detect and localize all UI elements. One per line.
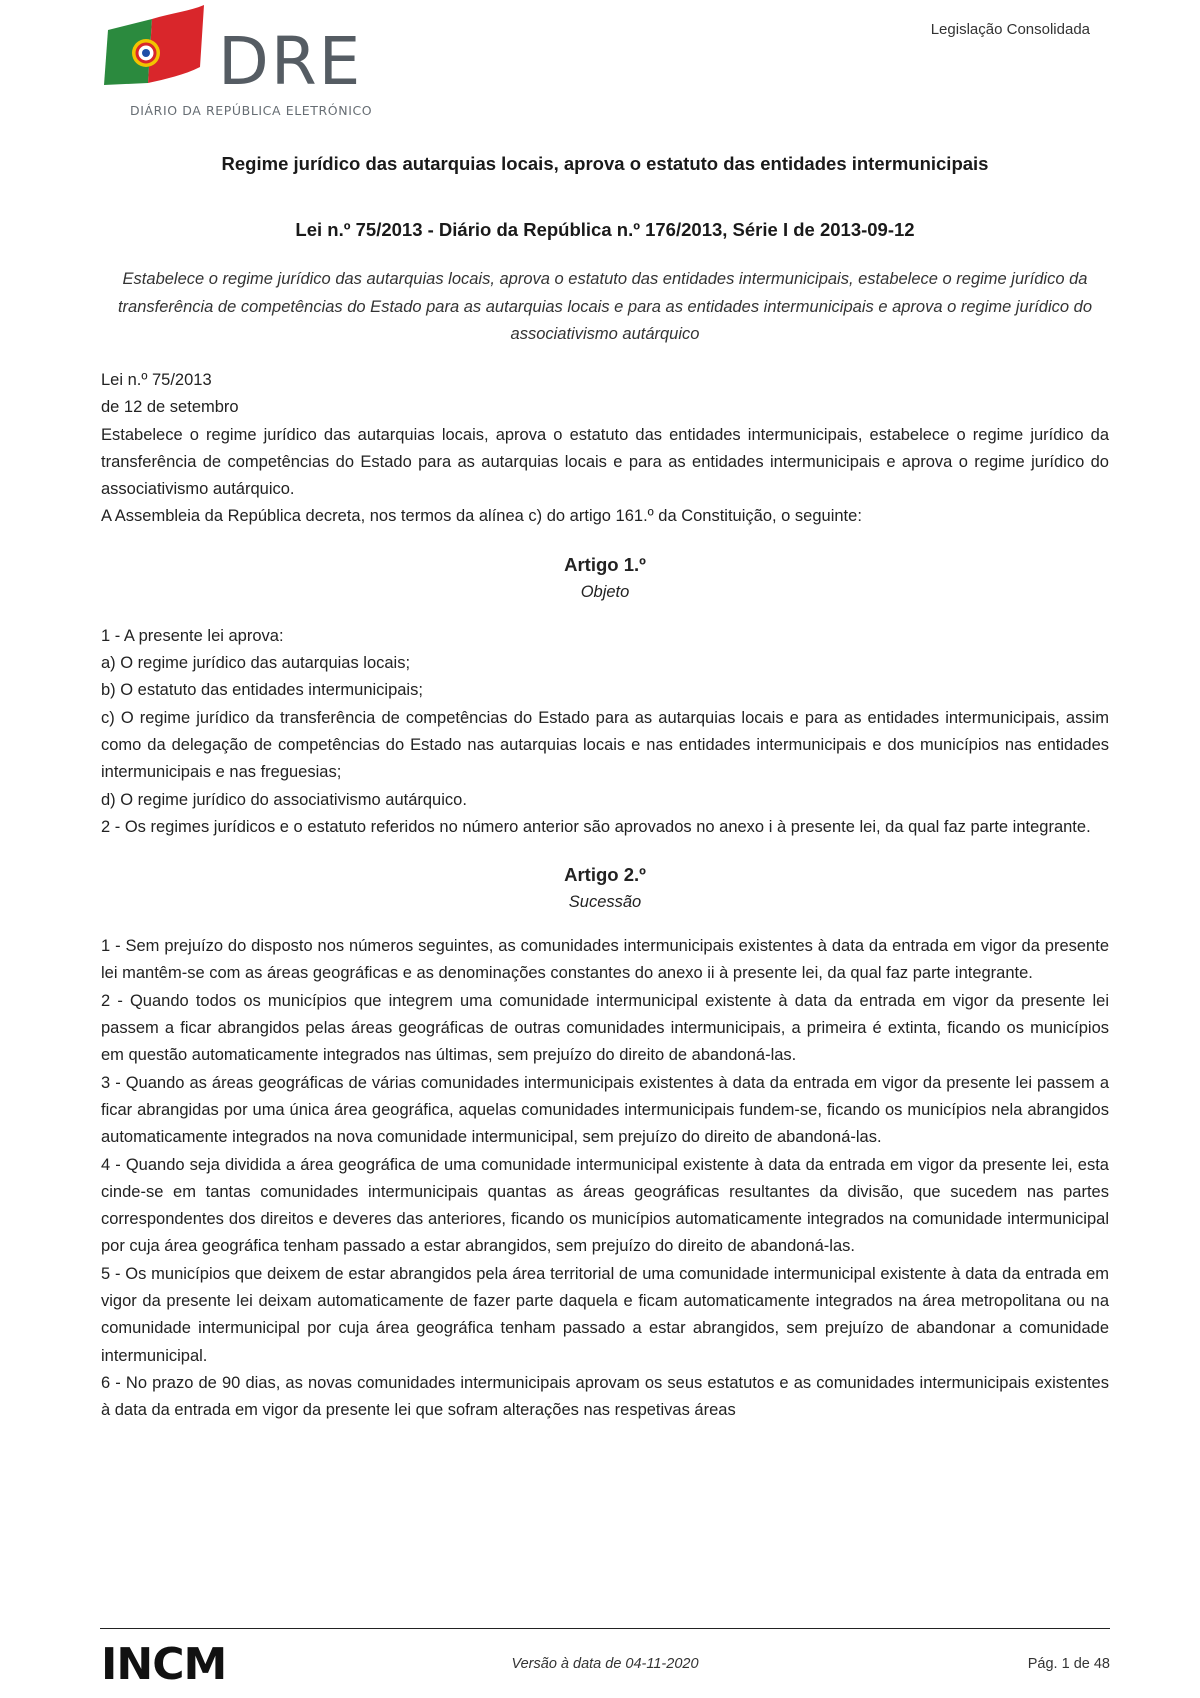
logo-wordmark: DRE: [218, 23, 363, 100]
article-name: Objeto: [580, 582, 630, 601]
article-paragraph: 1 - Sem prejuízo do disposto nos números seguintes, as comunidades intermunicipais existentes à data da entrada em vigor da presente lei mantêm-se com as áreas geográficas e as denominações constantes do anexo ii à presente lei, da qual faz parte integrante.: [101, 937, 1109, 983]
intro-summary: Estabelece o regime jurídico das autarquias locais, aprova o estatuto das entidades intermunicipais, estabelece o regime jurídico da transferência de competências do Estado para as autarquias locais e para as entidades intermunicipais e aprova o regime jurídico do associativismo autárquico.: [101, 425, 1109, 499]
portugal-flag-icon: [100, 5, 210, 95]
logo-subtitle: DIÁRIO DA REPÚBLICA ELETRÓNICO: [130, 103, 373, 118]
page-number: Pág. 1 de 48: [1027, 1656, 1110, 1672]
article-paragraph: 2 - Os regimes jurídicos e o estatuto referidos no número anterior são aprovados no anexo i à presente lei, da qual faz parte integrante.: [101, 817, 1091, 836]
article-paragraph: a) O regime jurídico das autarquias locais;: [101, 654, 411, 673]
document-title: Regime jurídico das autarquias locais, aprova o estatuto das entidades intermunicipais: [221, 153, 989, 174]
article-paragraph: 3 - Quando as áreas geográficas de várias comunidades intermunicipais existentes à data da entrada em vigor da presente lei passem a ficar abrangidas por uma única área geográfica, aquelas comunidades intermunicipais fundem-se, ficando os municípios nela abrangidos automaticamente integrados na nova comunidade intermunicipal, sem prejuízo do direito de abandoná-las.: [101, 1073, 1109, 1147]
article-number: Artigo 2.º: [564, 864, 646, 886]
article-number: Artigo 1.º: [564, 553, 646, 575]
article-paragraph: c) O regime jurídico da transferência de competências do Estado para as autarquias locais e para as entidades intermunicipais, assim como da delegação de competências do Estado nas autarquias locais e nas entidades intermunicipais e dos municípios nas entidades intermunicipais e nas freguesias;: [101, 708, 1109, 782]
intro-decree: A Assembleia da República decreta, nos termos da alínea c) do artigo 161.º da Constituição, o seguinte:: [101, 507, 862, 526]
article-paragraph: 2 - Quando todos os municípios que integrem uma comunidade intermunicipal existente à data da entrada em vigor da presente lei passem a ficar abrangidos pelas áreas geográficas de outras comunidades intermunicipais, a primeira é extinta, ficando os municípios em questão automaticamente integrados nas últimas, sem prejuízo do direito de abandoná-las.: [101, 991, 1109, 1065]
document-body: [101, 367, 1109, 1425]
document-summary: Estabelece o regime jurídico das autarquias locais, aprova o estatuto das entidades intermunicipais, estabelece o regime jurídico da transferência de competências do Estado para as autarquias locais e para as entidades intermunicipais e aprova o regime jurídico do associativismo autárquico: [117, 270, 1093, 343]
incm-logo: INCM: [101, 1639, 227, 1690]
article-paragraph: 1 - A presente lei aprova:: [101, 626, 284, 645]
footer-divider: [100, 1628, 1110, 1629]
article-paragraph: 6 - No prazo de 90 dias, as novas comunidades intermunicipais aprovam os seus estatutos e as comunidades intermunicipais existentes à data da entrada em vigor da presente lei que sofram alterações nas respetivas áreas: [101, 1373, 1109, 1420]
article-name: Sucessão: [568, 893, 642, 912]
header-label: Legislação Consolidada: [930, 21, 1090, 38]
intro-date: de 12 de setembro: [101, 398, 239, 417]
article-paragraph: 5 - Os municípios que deixem de estar abrangidos pela área territorial de uma comunidade intermunicipal existente à data da entrada em vigor da presente lei deixam automaticamente de fazer parte daquela e ficam automaticamente integrados na área metropolitana ou na comunidade intermunicipal por cuja área geográfica tenham passado a estar abrangidos, sem prejuízo de abandonar a comunidade intermunicipal.: [101, 1264, 1109, 1365]
dre-logo: [100, 5, 373, 125]
article-heading: [101, 551, 1109, 605]
article-paragraph: d) O regime jurídico do associativismo autárquico.: [101, 790, 467, 809]
article-heading: [101, 861, 1109, 915]
version-date: Versão à data de 04-11-2020: [511, 1656, 699, 1672]
article-paragraph: 4 - Quando seja dividida a área geográfica de uma comunidade intermunicipal existente à data da entrada em vigor da presente lei, esta cinde-se em tantas comunidades intermunicipais quantas as áreas geográficas resultantes da divisão, que sucedem nas partes correspondentes dos direitos e deveres das anteriores, ficando os municípios automaticamente integrados na comunidade intermunicipal por cuja área geográfica tenham passado a estar abrangidos, sem prejuízo do direito de abandoná-las.: [101, 1155, 1109, 1256]
article-paragraph: b) O estatuto das entidades intermunicipais;: [101, 681, 423, 700]
document-subtitle: Lei n.º 75/2013 - Diário da República n.º 176/2013, Série I de 2013-09-12: [295, 219, 915, 240]
intro-law-number: Lei n.º 75/2013: [101, 371, 212, 389]
